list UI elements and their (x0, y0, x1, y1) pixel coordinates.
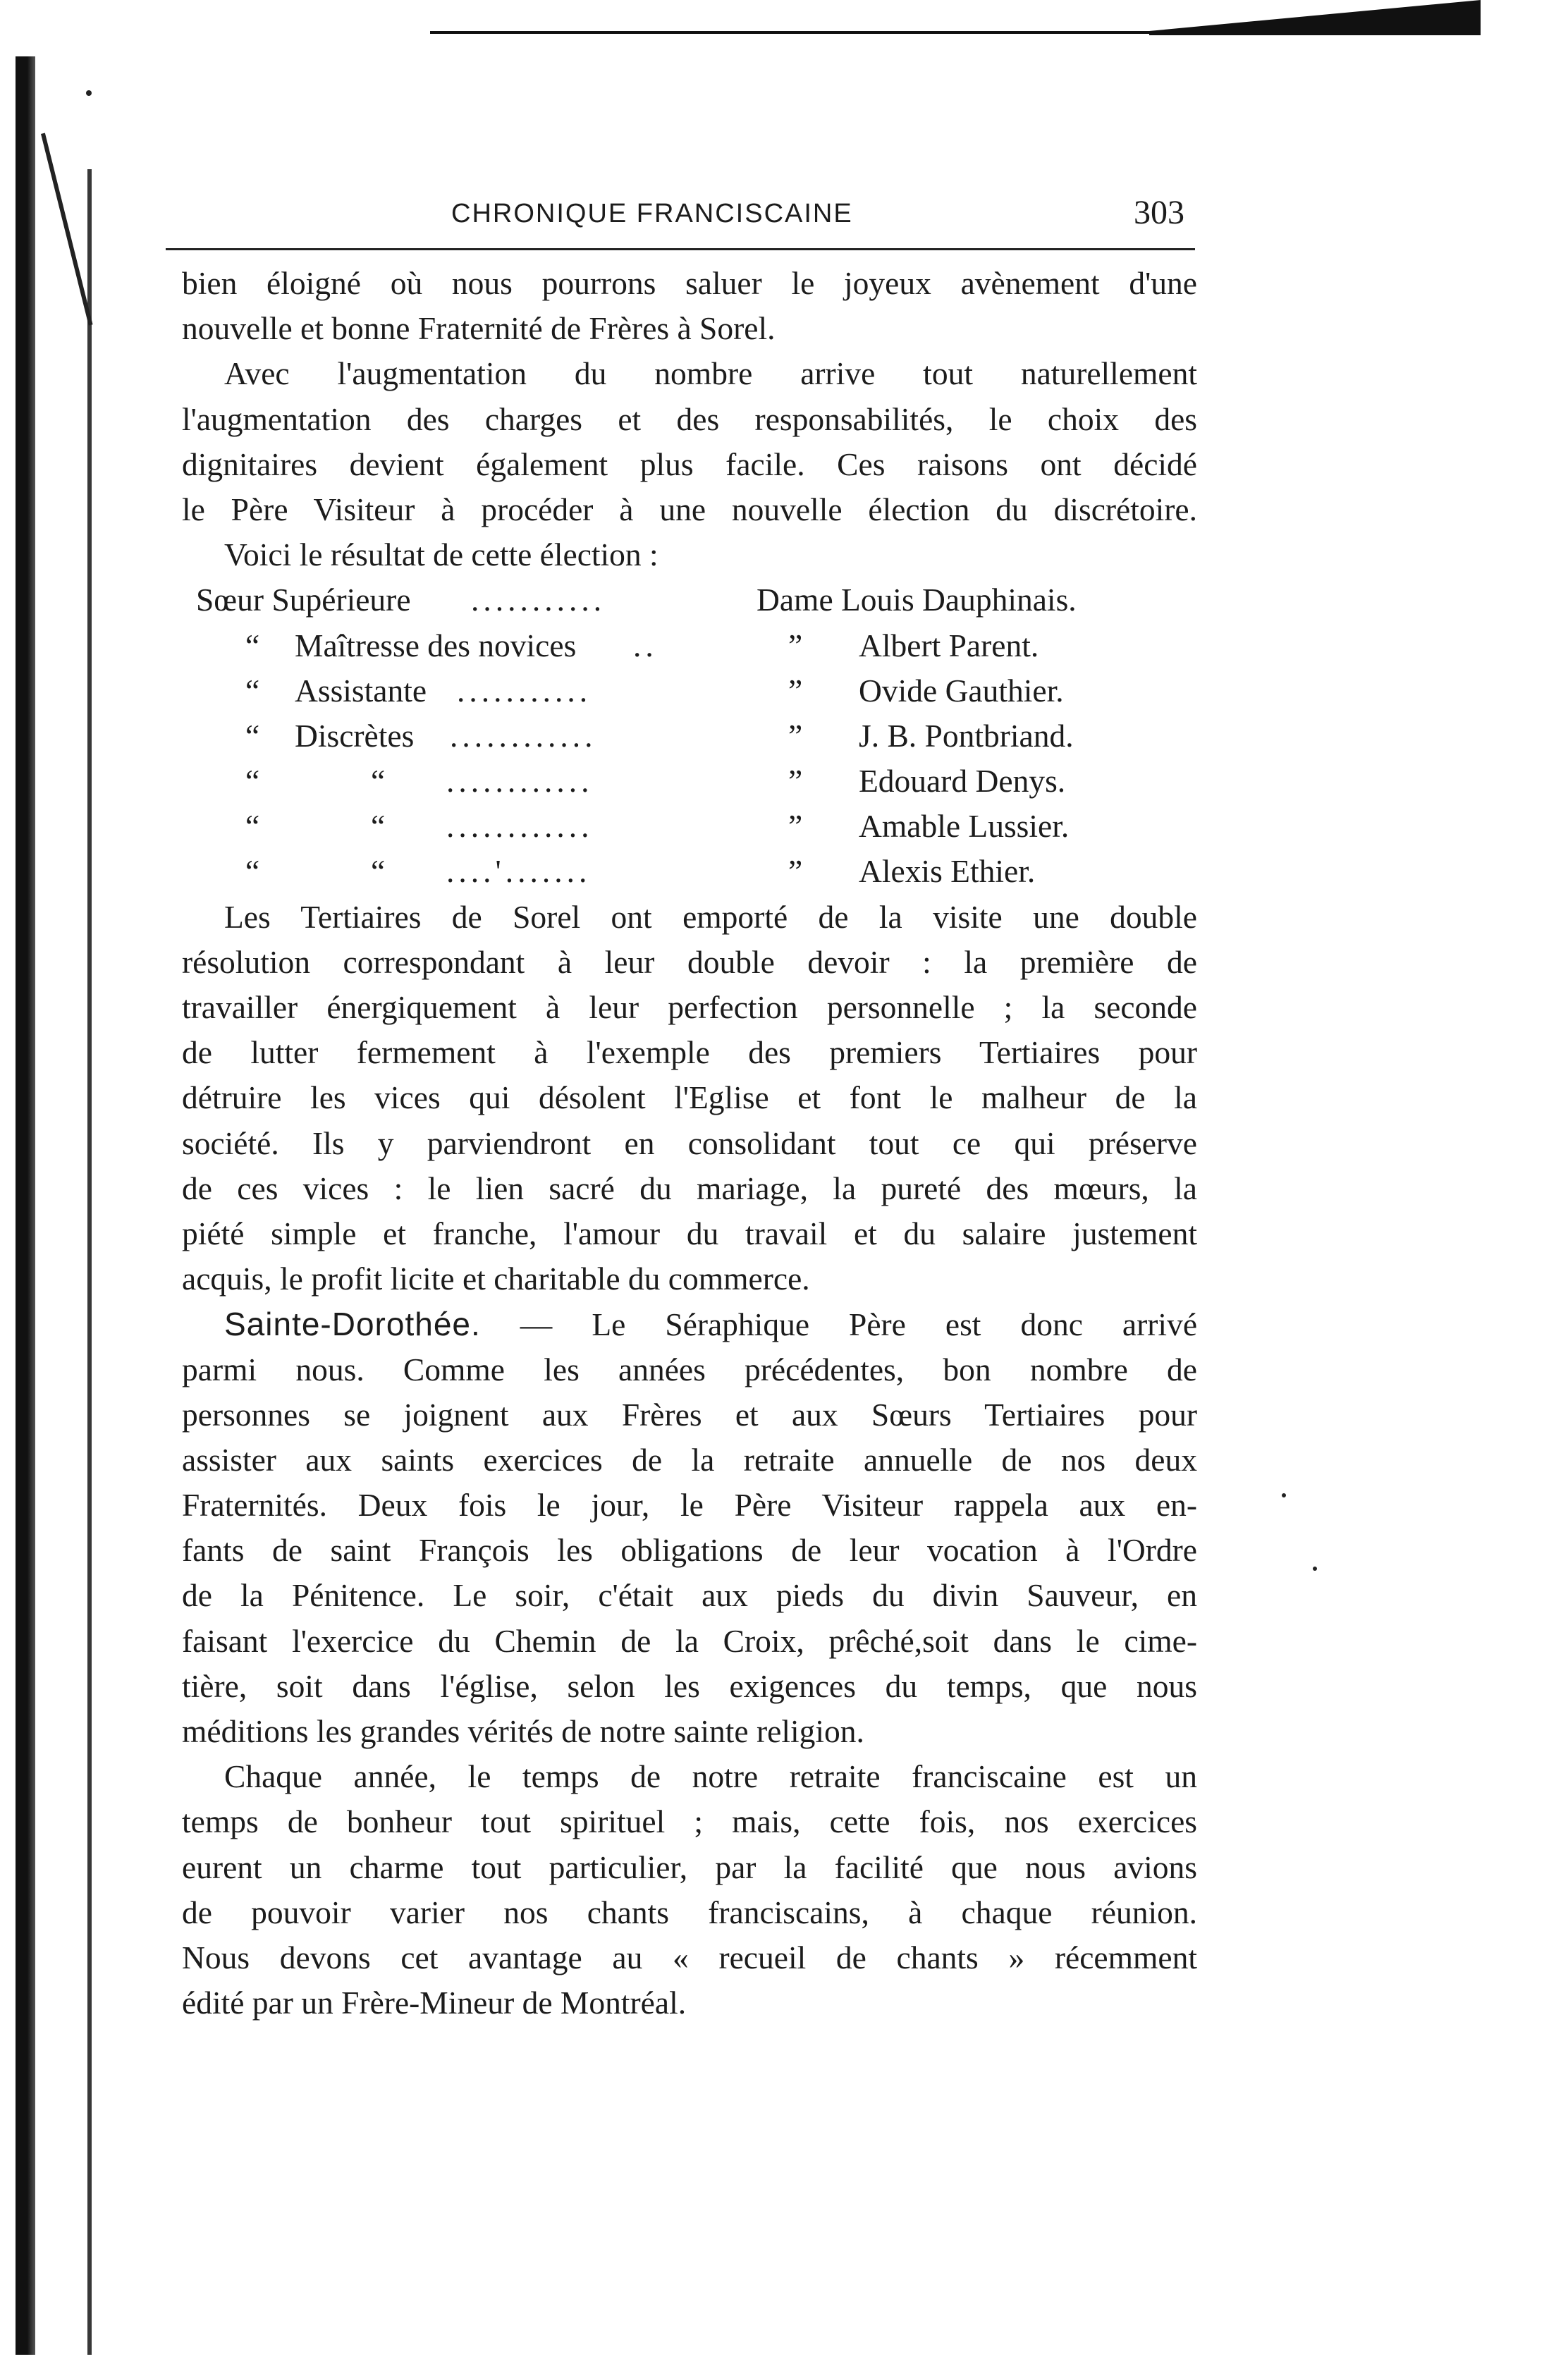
text-line: faisant l'exercice du Chemin de la Croix, prêché,soit dans le cime- (182, 1622, 1197, 1659)
leader-dots: ....'....... (446, 853, 592, 890)
ditto-mark: “ (245, 853, 260, 890)
text-line: parmi nous. Comme les années précédentes, bon nombre de (182, 1351, 1197, 1387)
officer-name: Alexis Ethier. (859, 853, 1036, 890)
leader-dots: ........... (471, 582, 606, 618)
officer-row (182, 849, 1197, 894)
text-line: détruire les vices qui désolent l'Eglise et font le malheur de la (182, 1079, 1197, 1116)
text-line: temps de bonheur tout spirituel ; mais, cette fois, nos exercices (182, 1803, 1197, 1840)
scan-speck (1282, 1493, 1286, 1497)
text-line: de lutter fermement à l'exemple des premiers Tertiaires pour (182, 1034, 1197, 1071)
officer-row (182, 668, 1197, 713)
officer-role: Maîtresse des novices (295, 627, 577, 663)
officer-name: Dame Louis Dauphinais. (757, 582, 1077, 618)
officer-row (182, 577, 1197, 623)
text-line: Avec l'augmentation du nombre arrive tout naturellement (224, 355, 1197, 392)
officer-role: Discrètes (295, 717, 415, 754)
name-ditto: ” (788, 672, 803, 709)
leader-dots: ............ (446, 763, 594, 799)
text-line: piété simple et franche, l'amour du travail et du salaire justement (182, 1215, 1197, 1251)
text-line: de la Pénitence. Le soir, c'était aux pieds du divin Sauveur, en (182, 1577, 1197, 1614)
text-line: méditions les grandes vérités de notre sainte religion. (182, 1713, 864, 1749)
officer-name: Edouard Denys. (859, 763, 1066, 799)
text-line: Fraternités. Deux fois le jour, le Père Visiteur rappela aux en- (182, 1487, 1197, 1524)
text-line: personnes se joignent aux Frères et aux Sœurs Tertiaires pour (182, 1396, 1197, 1433)
scan-left-edge (16, 56, 35, 2355)
text-line: assister aux saints exercices de la retraite annuelle de nos deux (182, 1441, 1197, 1478)
name-ditto: ” (788, 763, 803, 799)
scan-gutter-line (87, 169, 92, 2355)
officer-role: Sœur Supérieure (196, 582, 411, 618)
ditto-mark: “ (371, 853, 386, 890)
ditto-mark: “ (371, 808, 386, 845)
leader-dots: ........... (457, 672, 592, 709)
page-header (183, 196, 1184, 241)
text-line: travailler énergiquement à leur perfection personnelle ; la seconde (182, 989, 1197, 1025)
officer-role: Assistante (295, 672, 427, 709)
officer-name: Albert Parent. (859, 627, 1039, 663)
text-line: nouvelle et bonne Fraternité de Frères à Sorel. (182, 310, 776, 347)
leader-dots: ............ (450, 717, 597, 754)
text-line: eurent un charme tout particulier, par la facilité que nous avions (182, 1849, 1197, 1885)
officer-row (182, 713, 1197, 759)
section-heading: Sainte-Dorothée. (224, 1306, 481, 1343)
ditto-mark: “ (245, 672, 260, 709)
scan-speck (1313, 1567, 1317, 1571)
text-run: — Le Séraphique Père est donc arrivé (520, 1306, 1198, 1343)
text-line: édité par un Frère-Mineur de Montréal. (182, 1985, 687, 2021)
text-line: tière, soit dans l'église, selon les exigences du temps, que nous (182, 1667, 1197, 1704)
officer-row (182, 804, 1197, 849)
name-ditto: ” (788, 808, 803, 845)
officer-name: Ovide Gauthier. (859, 672, 1064, 709)
scan-diagonal-mark (41, 133, 93, 326)
text-line: de ces vices : le lien sacré du mariage, la pureté des mœurs, la (182, 1170, 1197, 1206)
ditto-mark: “ (245, 717, 260, 754)
ditto-mark: “ (371, 763, 386, 799)
text-line: acquis, le profit licite et charitable du commerce. (182, 1261, 810, 1297)
text-line: bien éloigné où nous pourrons saluer le joyeux avènement d'une (182, 265, 1197, 301)
officer-row (182, 759, 1197, 804)
name-ditto: ” (788, 717, 803, 754)
page-body (182, 261, 1197, 2026)
page-number: 303 (1134, 194, 1184, 231)
text-line: l'augmentation des charges et des responsabilités, le choix des (182, 400, 1197, 437)
text-line: Chaque année, le temps de notre retraite franciscaine est un (224, 1758, 1197, 1795)
running-title: CHRONIQUE FRANCISCAINE (451, 199, 853, 228)
scan-top-shadow (1149, 0, 1481, 35)
text-line: Les Tertiaires de Sorel ont emporté de la visite une double (224, 898, 1197, 935)
text-line: Nous devons cet avantage au « recueil de chants » récemment (182, 1939, 1197, 1975)
text-line: dignitaires devient également plus facile. Ces raisons ont décidé (182, 446, 1197, 482)
text-line: le Père Visiteur à procéder à une nouvelle élection du discrétoire. (182, 491, 1197, 527)
officer-name: Amable Lussier. (859, 808, 1070, 845)
ditto-mark: “ (245, 627, 260, 663)
header-rule (166, 248, 1195, 250)
scan-top-bar (430, 0, 1481, 39)
name-ditto: ” (788, 627, 803, 663)
text-line: de pouvoir varier nos chants franciscains, à chaque réunion. (182, 1894, 1197, 1930)
scan-speck (86, 90, 92, 96)
section-first-line (182, 1301, 1197, 1347)
leader-dots: ............ (446, 808, 594, 845)
text-line: fants de saint François les obligations de leur vocation à l'Ordre (182, 1532, 1197, 1569)
text-line: société. Ils y parviendront en consolidant tout ce qui préserve (182, 1125, 1197, 1161)
text-line: résolution correspondant à leur double devoir : la première de (182, 943, 1197, 980)
officer-row (182, 623, 1197, 668)
leader-dots: .. (633, 627, 658, 663)
officer-name: J. B. Pontbriand. (859, 717, 1074, 754)
ditto-mark: “ (245, 808, 260, 845)
ditto-mark: “ (245, 763, 260, 799)
name-ditto: ” (788, 853, 803, 890)
election-intro: Voici le résultat de cette élection : (224, 537, 659, 573)
